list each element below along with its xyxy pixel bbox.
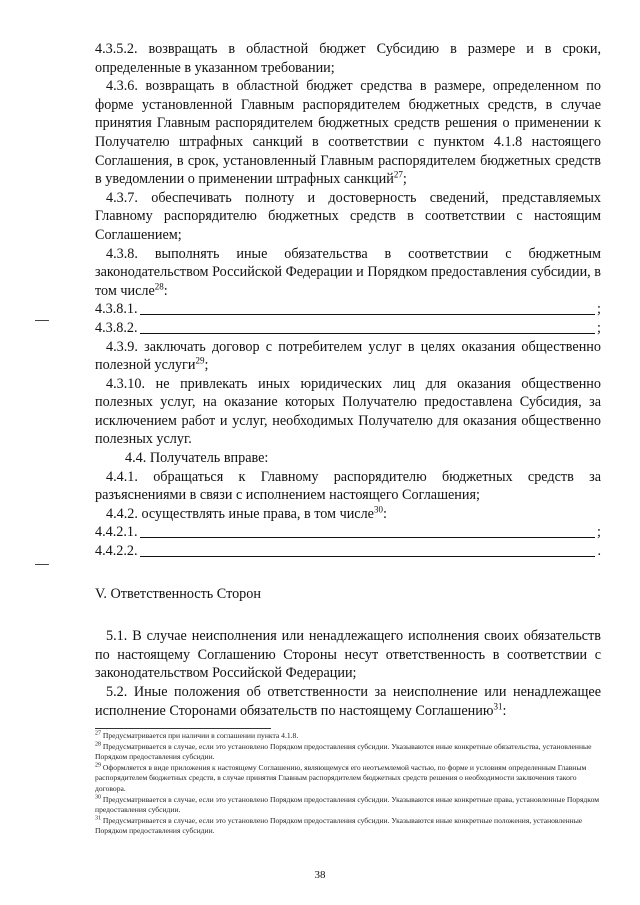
clause-4-3-10: 4.3.10. не привлекать иных юридических лиц для оказания общественно полезных услуг, на оказание которых Получателю предоставлена Субсидия, за исключением работ и услуг, необходимых Получателю для оказания общественно полезных услуг. <box>95 375 601 448</box>
blank-line <box>140 536 595 538</box>
clause-4-4-2: 4.4.2. осуществлять иные права, в том числе$^{30}$: <box>106 504 387 522</box>
blank-line <box>140 555 596 557</box>
page-number: 38 <box>314 869 326 881</box>
clause-4-3-8-2: 4.3.8.2. ; <box>95 319 601 336</box>
footnote: $^{29}$ Оформляется в виде приложения к настоящему Соглашению, являющемуся его неотъемлемой частью, по форме и условиям определенным Главным распорядителем бюджетных средств, в случае принятия Главным распорядителем бюджетных средств решения о необходимости заключения такого договора. <box>95 762 587 793</box>
footnote-ref-31: 31 <box>493 700 503 711</box>
section-title: V. Ответственность Сторон <box>95 585 261 602</box>
clause-4-4-2-2: 4.4.2.2. . <box>95 543 601 560</box>
clause-4-4-2-1: 4.4.2.1. ; <box>95 524 601 541</box>
footnote: $^{30}$ Предусматривается в случае, если это установлено Порядком предоставления субсидии. Указываются иные конкретные права, установленные Порядком предоставления субсидии. <box>95 794 600 815</box>
footnote: $^{28}$ Предусматривается в случае, если это установлено Порядком предоставления субсидии. Указываются иные конкретные обязательства, установленные Порядком предоставления субсидии. <box>95 741 592 762</box>
clause-4-3-7: 4.3.7. обеспечивать полноту и достоверность сведений, представляемых Главному распорядителю бюджетных средств в соответствии с настоящим Соглашением; <box>95 189 601 243</box>
footnote: $^{31}$ Предусматривается в случае, если это установлено Порядком предоставления субсидии. Указываются иные конкретные положения, установленные Порядком предоставления субсидии. <box>95 815 583 836</box>
footnote-ref-27: 27 <box>393 169 403 180</box>
clause-5-2: 5.2. Иные положения об ответственности за неисполнение или ненадлежащее исполнение Сторонами обязательств по настоящему Соглашению$^{31}$: <box>95 684 601 719</box>
blank-line <box>140 332 595 334</box>
margin-mark <box>35 564 49 565</box>
margin-mark <box>35 320 49 321</box>
footnotes <box>95 731 601 837</box>
footnote-ref-30: 30 <box>373 504 383 515</box>
footnote-separator <box>95 728 271 729</box>
footnote: $^{27}$ Предусматривается при наличии в соглашении пункта 4.1.8. <box>95 730 299 740</box>
clause-4-3-8: 4.3.8. выполнять иные обязательства в соответствии с бюджетным законодательством Российской Федерации и Порядком предоставления субсидии, в том числе$^{28}$: <box>95 245 601 299</box>
clause-4-3-5-2: 4.3.5.2. возвращать в областной бюджет Субсидию в размере и в сроки, определенные в указанном требовании; <box>95 41 601 76</box>
clause-4-4-1: 4.4.1. обращаться к Главному распорядителю бюджетных средств за разъяснениями в связи с исполнением настоящего Соглашения; <box>95 468 601 504</box>
clause-4-3-8-1: 4.3.8.1. ; <box>95 301 601 318</box>
body-text <box>95 40 601 720</box>
footnote-ref-28: 28 <box>154 280 164 291</box>
clause-4-4: 4.4. Получатель вправе: <box>125 450 269 467</box>
blank-line <box>140 313 595 315</box>
clause-4-3-9: 4.3.9. заключать договор с потребителем услуг в целях оказания общественно полезной услуги$^{29}$; <box>95 338 601 374</box>
footnote-ref-29: 29 <box>195 355 205 366</box>
clause-5-1: 5.1. В случае неисполнения или ненадлежащего исполнения своих обязательств по настоящему Соглашению Стороны несут ответственность в соответствии с законодательством Российской Федерации; <box>95 628 601 682</box>
clause-4-3-6: 4.3.6. возвращать в областной бюджет средства в размере, определенном по форме установленной Главным распорядителем бюджетных средств, в случае принятия Главным распорядителем бюджетных средств решения о применении к Получателю штрафных санкций в соответствии с пунктом 4.1.8 настоящего Соглашения, в срок, установленный Главным распорядителем бюджетных средств в уведомлении о применении штрафных санкций$^{27}$; <box>95 78 601 188</box>
